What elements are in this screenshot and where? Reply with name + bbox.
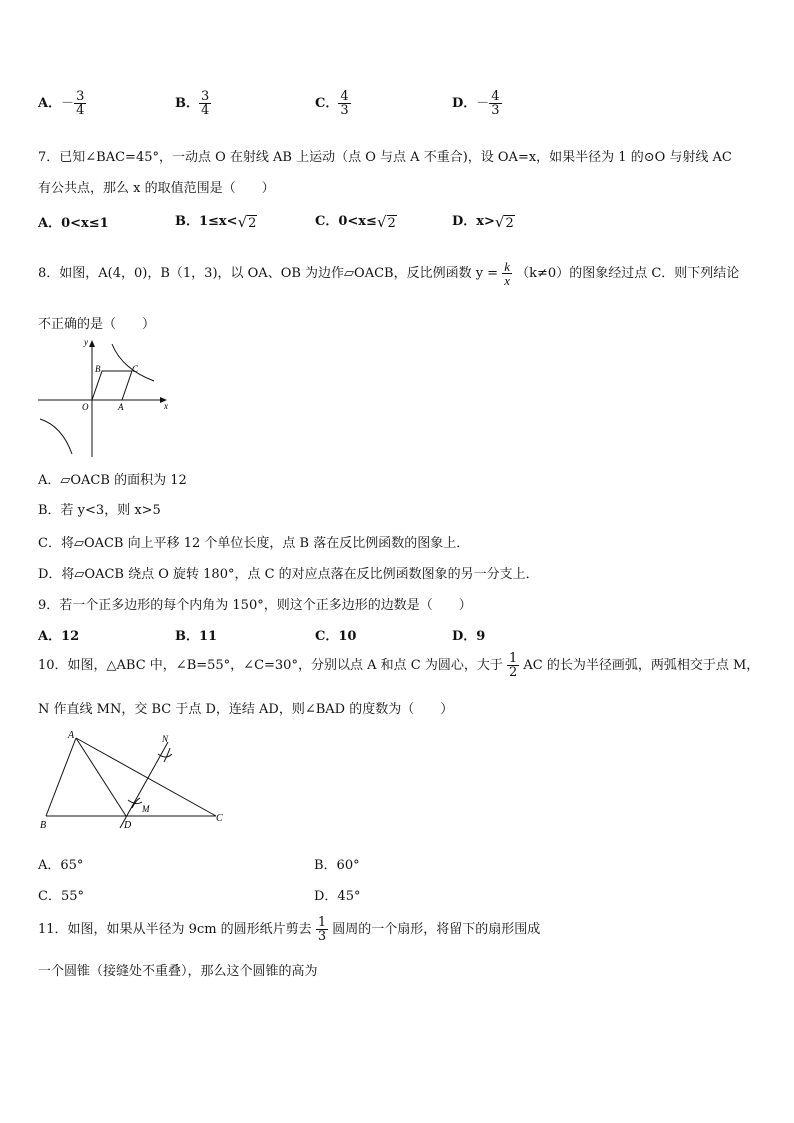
option-text: D．x> [452,214,495,229]
numerator: 4 [340,89,349,104]
option-label: D． [452,96,477,111]
q8-option-b: B．若 y<3，则 x>5 [38,503,161,518]
option-label: A． [38,96,62,111]
label-n: N [162,734,169,744]
option-text: B．1≤x< [175,214,238,229]
q11-line1 [38,916,540,943]
q7-option-b [175,210,257,231]
option-label: C． [315,96,339,111]
label-d: D [124,820,132,831]
q10-option-a: A．65° [38,858,84,873]
q6-option-b [175,90,211,117]
q6-option-c [315,90,351,117]
minus-sign: － [476,96,490,111]
numerator: 1 [508,651,518,666]
q7-option-a: A．0<x≤1 [38,216,109,231]
numerator: 4 [491,89,500,104]
option-label: B． [175,96,199,111]
label-o: O [82,402,89,412]
denominator: 3 [317,929,327,944]
numerator: k [504,259,511,274]
q7-option-d [452,210,515,231]
q11-text-pre: 11．如图，如果从半径为 9cm 的圆形纸片剪去 [38,922,312,937]
q8-text-post: （k≠0）的图象经过点 C．则下列结论 [516,266,740,281]
denominator: 3 [491,103,500,118]
q10-option-b: B．60° [314,858,360,873]
sqrt: √2 [237,212,257,231]
denominator: 2 [508,665,518,680]
label-y: y [84,337,88,347]
q10-option-c: C．55° [38,889,84,904]
fraction [199,90,211,117]
q10-figure [36,728,236,834]
hyperbola-branch-upper [112,344,154,381]
label-x: x [164,401,168,411]
sqrt: √2 [494,212,514,231]
q8-text-pre: 8．如图，A(4，0)，B（1，3)，以 OA、OB 为边作▱OACB，反比例函数 y = [38,266,499,281]
minus-sign: － [61,96,75,111]
q6-option-d [452,90,502,117]
q7-line1: 7．已知∠BAC=45°，一动点 O 在射线 AB 上运动（点 O 与点 A 不重合)，设 OA=x，如果半径为 1 的⊙O 与射线 AC [38,150,732,165]
sqrt: √2 [376,212,396,231]
q8-figure [36,336,171,460]
q10-line1 [38,652,759,679]
fraction [507,652,519,679]
denominator: 3 [340,103,349,118]
y-axis-arrow [89,340,95,347]
label-b: B [40,820,47,831]
q8-option-a: A．▱OACB 的面积为 12 [38,473,187,488]
radicand: 2 [505,215,514,231]
segment-ab [46,738,76,816]
q8-line2: 不正确的是（ ） [38,317,156,332]
q9-line1: 9．若一个正多边形的每个内角为 150°，则这个正多边形的边数是（ ） [38,598,472,613]
q10-text-post: AC 的长为半径画弧，两弧相交于点 M， [523,658,760,673]
fraction [338,90,350,117]
numerator: 1 [317,915,327,930]
option-text: C．0<x≤ [315,214,377,229]
q10-line2: N 作直线 MN，交 BC 于点 D，连结 AD，则∠BAD 的度数为（ ） [38,702,454,717]
q9-option-d: D．9 [452,629,486,644]
denominator: x [504,273,511,288]
fraction [316,916,328,943]
q9-option-b: B．11 [175,629,218,644]
denominator: 4 [76,103,85,118]
segment-ad [76,738,126,816]
q9-option-c: C．10 [315,629,357,644]
hyperbola-branch-lower [40,419,72,454]
q7-line2: 有公共点，那么 x 的取值范围是（ ） [38,181,275,196]
arc-n-2 [164,748,170,762]
label-m: M [142,804,150,814]
q8-option-c: C．将▱OACB 向上平移 12 个单位长度，点 B 落在反比例函数的图象上． [38,536,470,551]
radicand: 2 [387,215,396,231]
label-a: A [118,402,124,412]
q11-text-post: 圆周的一个扇形，将留下的扇形围成 [332,922,541,937]
radicand: 2 [248,215,257,231]
denominator: 4 [201,103,210,118]
q10-option-d: D．45° [314,889,361,904]
fraction [502,260,512,287]
fraction [74,90,86,117]
label-c: C [132,364,139,374]
fraction [489,90,501,117]
q9-option-a: A．12 [38,629,80,644]
q8-line1 [38,260,739,287]
parallelogram-oacb [92,371,132,400]
numerator: 3 [76,89,85,104]
label-c: C [216,813,223,824]
numerator: 3 [201,89,210,104]
q8-option-d: D．将▱OACB 绕点 O 旋转 180°，点 C 的对应点落在反比例函数图象的另一分支上． [38,567,539,582]
q7-option-c [315,210,397,231]
q10-text-pre: 10．如图，△ABC 中，∠B=55°，∠C=30°，分别以点 A 和点 C 为圆心，大于 [38,658,503,673]
label-b: B [95,364,101,374]
label-a: A [68,730,75,741]
q6-option-a [38,90,86,117]
q11-line2: 一个圆锥（接缝处不重叠），那么这个圆锥的高为 [38,964,318,979]
